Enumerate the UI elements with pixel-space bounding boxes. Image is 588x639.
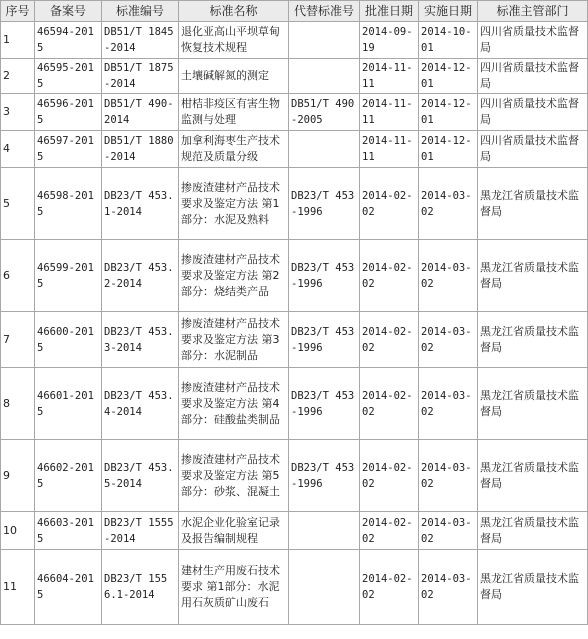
cell-name: 加拿利海枣生产技术规范及质量分级	[179, 131, 289, 168]
cell-name: 掺废渣建材产品技术要求及鉴定方法 第2部分：烧结类产品	[179, 240, 289, 312]
cell-name: 掺废渣建材产品技术要求及鉴定方法 第1部分：水泥及熟料	[179, 168, 289, 240]
cell-approved: 2014-02-02	[360, 440, 419, 512]
cell-dept: 黑龙江省质量技术监督局	[478, 240, 588, 312]
cell-replaces: DB23/T 453-1996	[289, 168, 360, 240]
cell-effective: 2014-12-01	[419, 131, 478, 168]
cell-std-no: DB23/T 1556.1-2014	[102, 550, 179, 625]
cell-name: 土壤碱解氮的测定	[179, 59, 289, 94]
cell-replaces: DB23/T 453-1996	[289, 368, 360, 440]
cell-replaces	[289, 512, 360, 550]
cell-record-no: 46596-2015	[35, 94, 102, 131]
cell-effective: 2014-03-02	[419, 440, 478, 512]
table-row	[1, 512, 588, 550]
cell-name: 柑桔非疫区有害生物监测与处理	[179, 94, 289, 131]
cell-approved: 2014-02-02	[360, 550, 419, 625]
cell-replaces	[289, 131, 360, 168]
cell-approved: 2014-02-02	[360, 168, 419, 240]
table-header-row	[1, 1, 588, 22]
cell-effective: 2014-03-02	[419, 368, 478, 440]
table-row	[1, 22, 588, 59]
cell-seq: 10	[1, 512, 35, 550]
header-approved: 批准日期	[360, 1, 419, 22]
header-seq: 序号	[1, 1, 35, 22]
cell-dept: 黑龙江省质量技术监督局	[478, 440, 588, 512]
header-record-no: 备案号	[35, 1, 102, 22]
cell-record-no: 46602-2015	[35, 440, 102, 512]
cell-std-no: DB51/T 1875-2014	[102, 59, 179, 94]
cell-approved: 2014-02-02	[360, 240, 419, 312]
cell-effective: 2014-03-02	[419, 168, 478, 240]
cell-effective: 2014-12-01	[419, 59, 478, 94]
cell-replaces	[289, 59, 360, 94]
header-effective: 实施日期	[419, 1, 478, 22]
cell-approved: 2014-02-02	[360, 368, 419, 440]
cell-seq: 6	[1, 240, 35, 312]
cell-replaces: DB23/T 453-1996	[289, 440, 360, 512]
cell-dept: 四川省质量技术监督局	[478, 94, 588, 131]
cell-std-no: DB23/T 453.1-2014	[102, 168, 179, 240]
cell-std-no: DB23/T 1555-2014	[102, 512, 179, 550]
header-name: 标准名称	[179, 1, 289, 22]
cell-name: 退化亚高山平坝草甸恢复技术规程	[179, 22, 289, 59]
cell-effective: 2014-03-02	[419, 550, 478, 625]
cell-record-no: 46601-2015	[35, 368, 102, 440]
cell-name: 建材生产用废石技术要求 第1部分：水泥用石灰质矿山废石	[179, 550, 289, 625]
cell-seq: 5	[1, 168, 35, 240]
cell-seq: 4	[1, 131, 35, 168]
cell-name: 掺废渣建材产品技术要求及鉴定方法 第3部分：水泥制品	[179, 312, 289, 368]
cell-record-no: 46604-2015	[35, 550, 102, 625]
cell-dept: 四川省质量技术监督局	[478, 131, 588, 168]
cell-replaces	[289, 22, 360, 59]
cell-seq: 11	[1, 550, 35, 625]
cell-std-no: DB23/T 453.4-2014	[102, 368, 179, 440]
cell-effective: 2014-03-02	[419, 240, 478, 312]
cell-record-no: 46595-2015	[35, 59, 102, 94]
cell-seq: 3	[1, 94, 35, 131]
cell-dept: 四川省质量技术监督局	[478, 59, 588, 94]
table-row	[1, 131, 588, 168]
table-row	[1, 550, 588, 625]
table-row	[1, 94, 588, 131]
cell-replaces	[289, 550, 360, 625]
cell-approved: 2014-11-11	[360, 59, 419, 94]
cell-std-no: DB23/T 453.2-2014	[102, 240, 179, 312]
cell-std-no: DB51/T 1880-2014	[102, 131, 179, 168]
table-row	[1, 440, 588, 512]
cell-dept: 黑龙江省质量技术监督局	[478, 312, 588, 368]
cell-effective: 2014-03-02	[419, 512, 478, 550]
table-row	[1, 368, 588, 440]
header-dept: 标准主管部门	[478, 1, 588, 22]
cell-seq: 1	[1, 22, 35, 59]
header-replaces: 代替标准号	[289, 1, 360, 22]
cell-replaces: DB23/T 453-1996	[289, 312, 360, 368]
cell-effective: 2014-12-01	[419, 94, 478, 131]
header-std-no: 标准编号	[102, 1, 179, 22]
cell-seq: 7	[1, 312, 35, 368]
cell-name: 掺废渣建材产品技术要求及鉴定方法 第4部分：硅酸盐类制品	[179, 368, 289, 440]
cell-name: 掺废渣建材产品技术要求及鉴定方法 第5部分：砂浆、混凝土	[179, 440, 289, 512]
cell-std-no: DB51/T 1845-2014	[102, 22, 179, 59]
table-body	[1, 22, 588, 625]
cell-record-no: 46599-2015	[35, 240, 102, 312]
cell-approved: 2014-02-02	[360, 312, 419, 368]
cell-record-no: 46594-2015	[35, 22, 102, 59]
cell-dept: 黑龙江省质量技术监督局	[478, 368, 588, 440]
cell-std-no: DB51/T 490-2014	[102, 94, 179, 131]
cell-seq: 8	[1, 368, 35, 440]
table-row	[1, 240, 588, 312]
cell-std-no: DB23/T 453.3-2014	[102, 312, 179, 368]
cell-seq: 2	[1, 59, 35, 94]
cell-dept: 黑龙江省质量技术监督局	[478, 512, 588, 550]
cell-approved: 2014-11-11	[360, 94, 419, 131]
cell-dept: 黑龙江省质量技术监督局	[478, 168, 588, 240]
table-row	[1, 59, 588, 94]
cell-dept: 四川省质量技术监督局	[478, 22, 588, 59]
cell-record-no: 46598-2015	[35, 168, 102, 240]
cell-dept: 黑龙江省质量技术监督局	[478, 550, 588, 625]
cell-record-no: 46597-2015	[35, 131, 102, 168]
cell-name: 水泥企业化验室记录及报告编制规程	[179, 512, 289, 550]
cell-approved: 2014-09-19	[360, 22, 419, 59]
cell-replaces: DB23/T 453-1996	[289, 240, 360, 312]
table-row	[1, 168, 588, 240]
cell-effective: 2014-03-02	[419, 312, 478, 368]
table-row	[1, 312, 588, 368]
cell-seq: 9	[1, 440, 35, 512]
cell-record-no: 46603-2015	[35, 512, 102, 550]
cell-record-no: 46600-2015	[35, 312, 102, 368]
cell-replaces: DB51/T 490-2005	[289, 94, 360, 131]
cell-effective: 2014-10-01	[419, 22, 478, 59]
cell-approved: 2014-02-02	[360, 512, 419, 550]
cell-approved: 2014-11-11	[360, 131, 419, 168]
cell-std-no: DB23/T 453.5-2014	[102, 440, 179, 512]
